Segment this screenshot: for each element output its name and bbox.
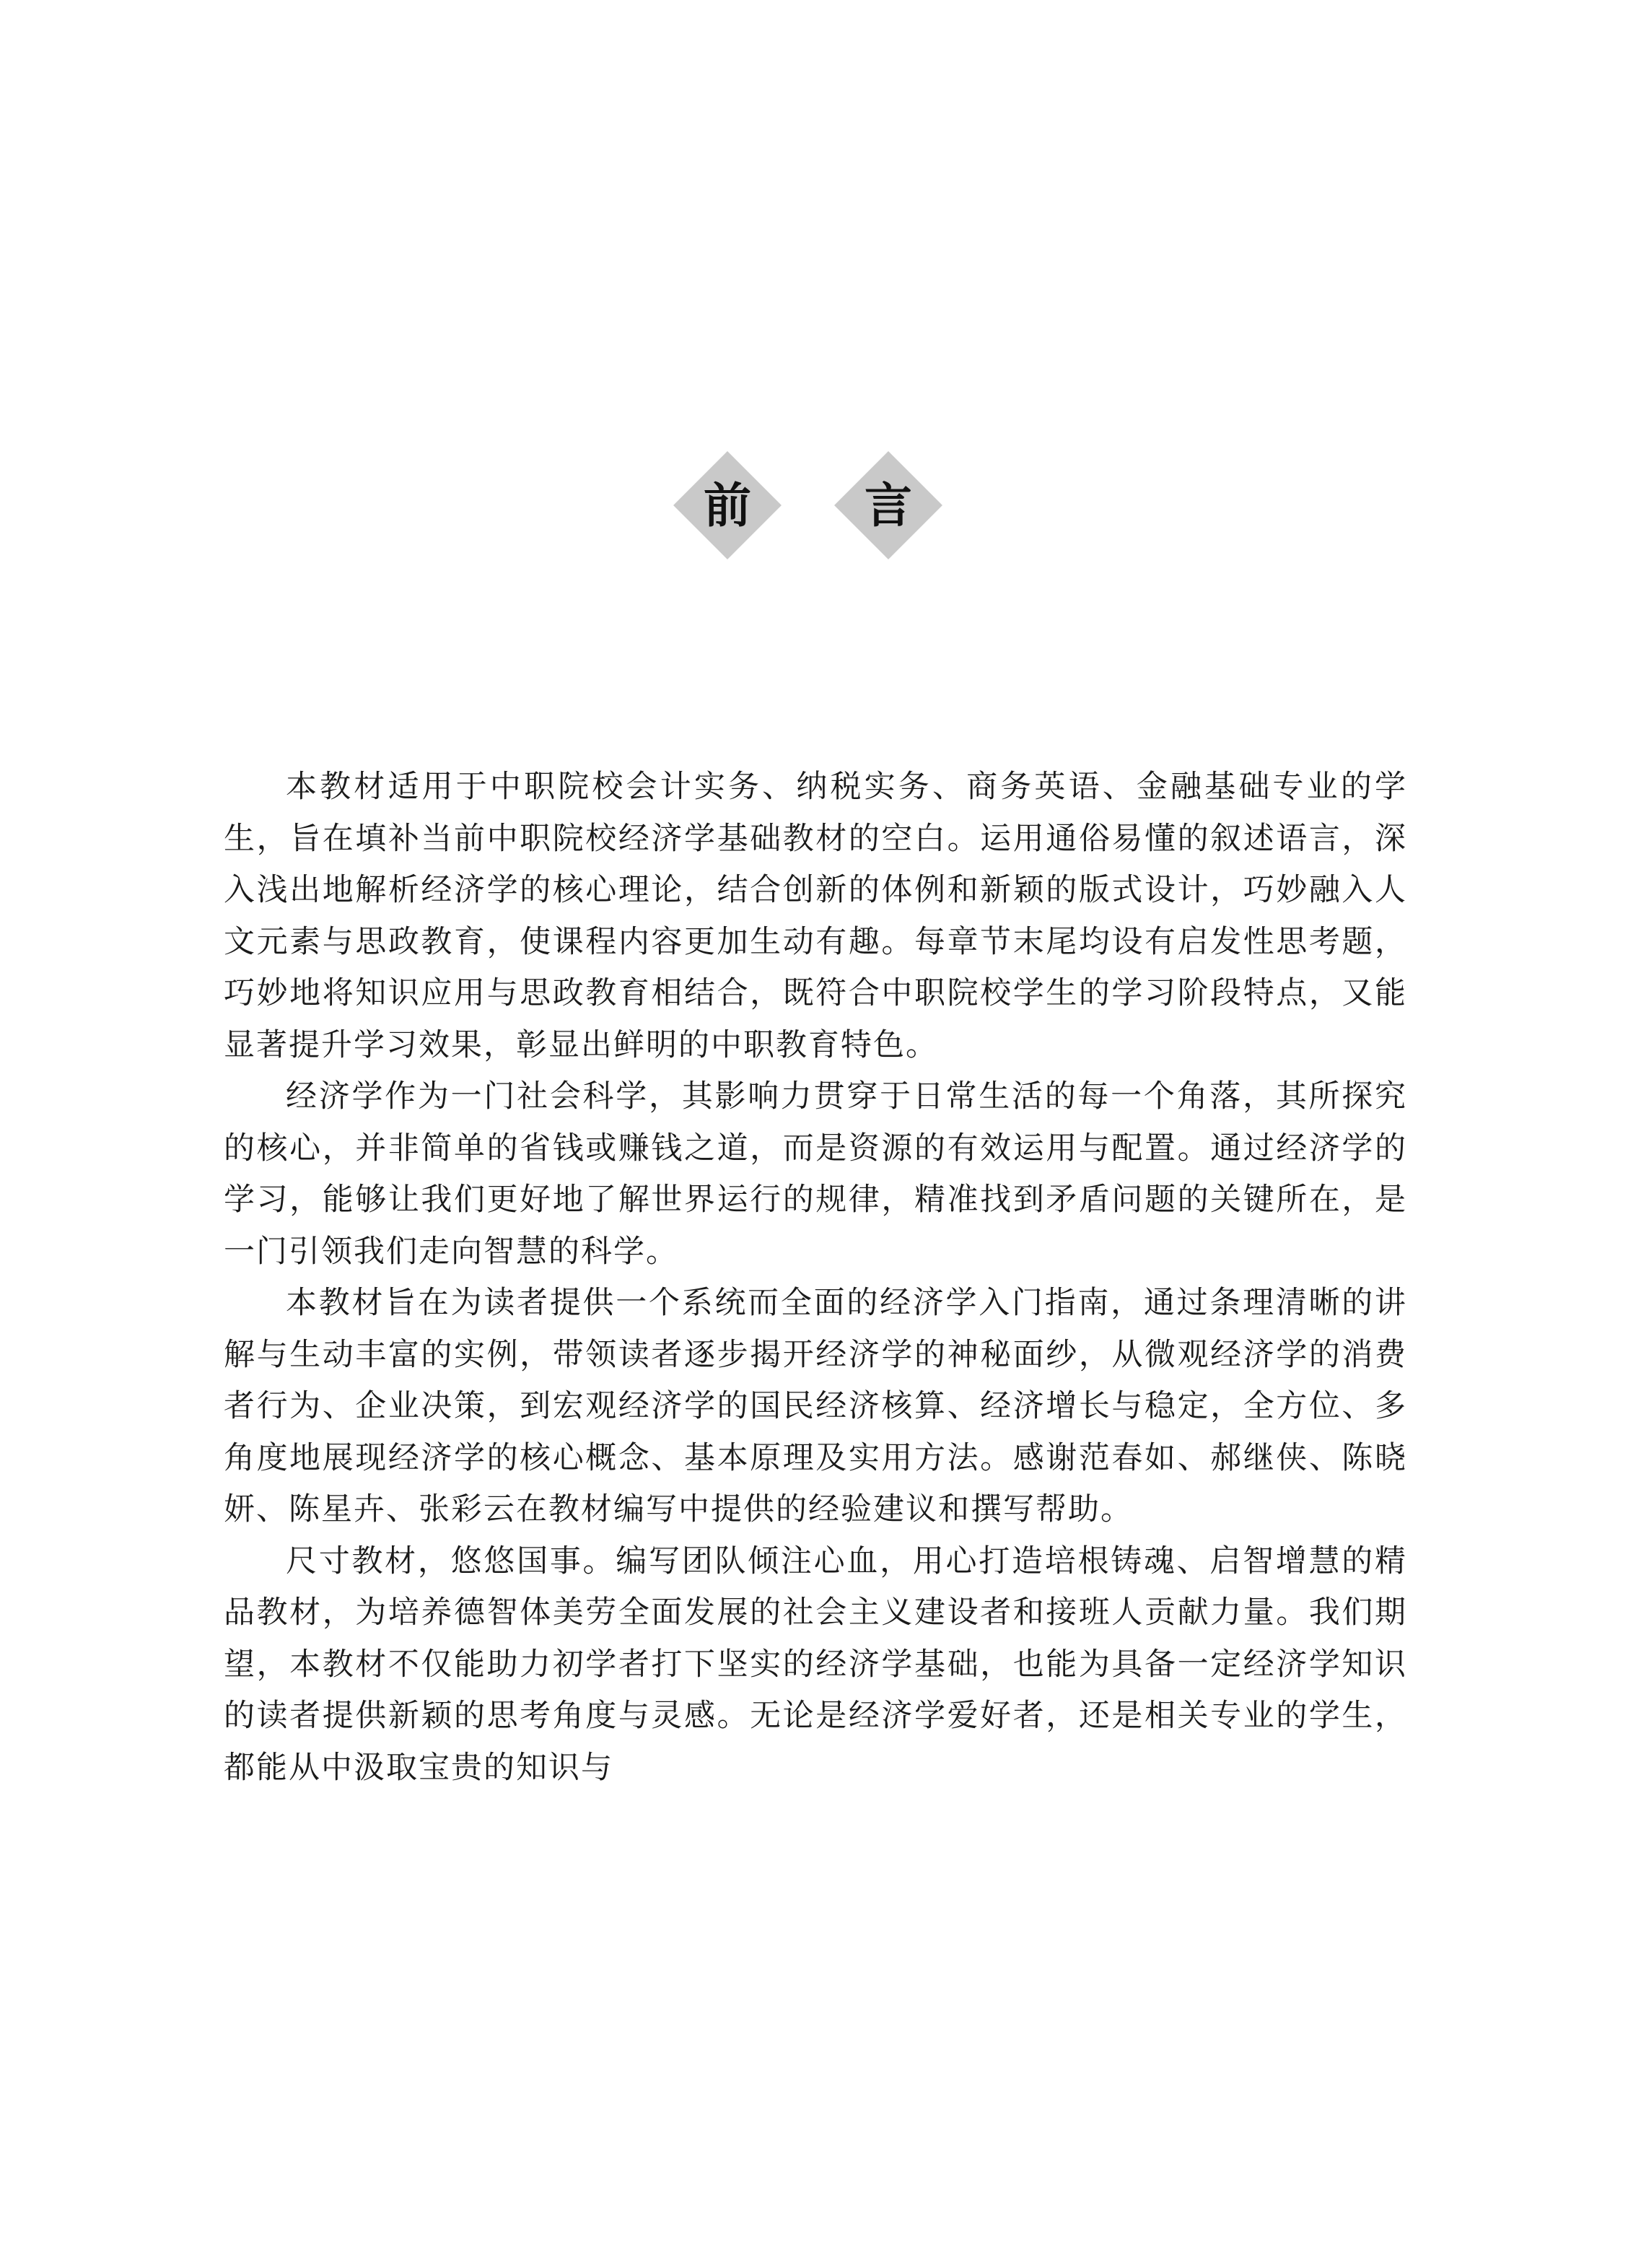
preface-body	[224, 762, 1407, 1794]
title-diamond-2	[834, 451, 942, 559]
paragraph-1: 本教材适用于中职院校会计实务、纳税实务、商务英语、金融基础专业的学生，旨在填补当前中职院校经济学基础教材的空白。运用通俗易懂的叙述语言，深入浅出地解析经济学的核心理论，结合创新的体例和新颖的版式设计，巧妙融入人文元素与思政教育，使课程内容更加生动有趣。每章节末尾均设有启发性思考题，巧妙地将知识应用与思政教育相结合，既符合中职院校学生的学习阶段特点，又能显著提升学习效果，彰显出鲜明的中职教育特色。	[224, 769, 1407, 1063]
preface-title	[0, 451, 1628, 559]
title-char-2: 言	[865, 477, 912, 533]
title-char-1: 前	[704, 477, 751, 533]
paragraph-2: 经济学作为一门社会科学，其影响力贯穿于日常生活的每一个角落，其所探究的核心，并非简单的省钱或赚钱之道，而是资源的有效运用与配置。通过经济学的学习，能够让我们更好地了解世界运行的规律，精准找到矛盾问题的关键所在，是一门引领我们走向智慧的科学。	[224, 1078, 1407, 1270]
title-diamond-1	[673, 451, 782, 559]
paragraph-3: 本教材旨在为读者提供一个系统而全面的经济学入门指南，通过条理清晰的讲解与生动丰富的实例，带领读者逐步揭开经济学的神秘面纱，从微观经济学的消费者行为、企业决策，到宏观经济学的国民经济核算、经济增长与稳定，全方位、多角度地展现经济学的核心概念、基本原理及实用方法。感谢范春如、郝继侠、陈晓妍、陈星卉、张彩云在教材编写中提供的经验建议和撰写帮助。	[224, 1285, 1407, 1527]
paragraph-4: 尺寸教材，悠悠国事。编写团队倾注心血，用心打造培根铸魂、启智增慧的精品教材，为培养德智体美劳全面发展的社会主义建设者和接班人贡献力量。我们期望，本教材不仅能助力初学者打下坚实的经济学基础，也能为具备一定经济学知识的读者提供新颖的思考角度与灵感。无论是经济学爱好者，还是相关专业的学生，都能从中汲取宝贵的知识与	[224, 1543, 1407, 1786]
